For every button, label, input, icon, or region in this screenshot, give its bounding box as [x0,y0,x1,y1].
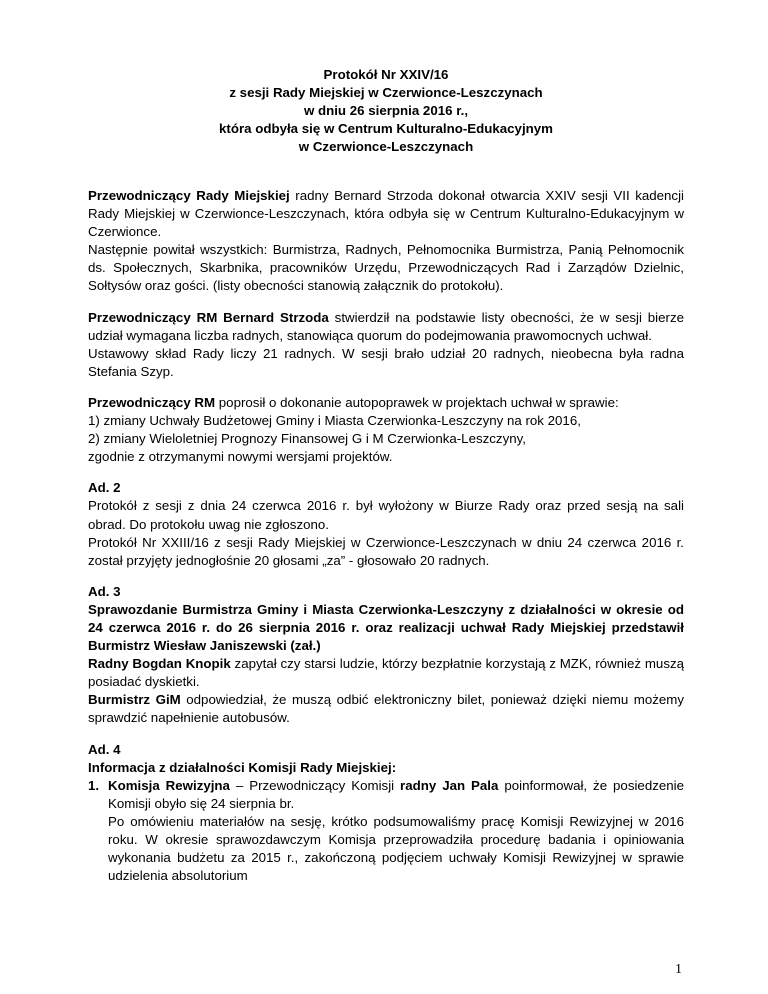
page-number: 1 [675,962,682,977]
ad2-text-1: Protokół z sesji z dnia 24 czerwca 2016 r. był wyłożony w Biurze Rady oraz przed sesją na sali obrad. Do protokołu uwag nie zgłoszono. [88,498,684,532]
ad3-answer-text: odpowiedział, że muszą odbić elektroniczny bilet, ponieważ dzięki niemu możemy sprawdzić napełnienie autobusów. [88,692,684,726]
title-line-2: z sesji Rady Miejskiej w Czerwionce-Leszczynach [229,85,543,100]
composition-text: Ustawowy skład Rady liczy 21 radnych. W sesji brało udział 20 radnych, nieobecna była radna Stefania Szyp. [88,345,684,379]
section-ad3 [88,583,684,728]
committee-text-2: poinformował, że posiedzenie Komisji obyło się 24 sierpnia br. [108,777,685,811]
paragraph-greeting [88,241,684,295]
amendment-item-1: 1) zmiany Uchwały Budżetowej Gminy i Miasta Czerwionka-Leszczyny na rok 2016, [88,413,581,429]
speaker-chairman-3: Przewodniczący RM [88,394,216,410]
committee-chair: radny Jan Pala [400,777,499,793]
title-line-3: w dniu 26 sierpnia 2016 r., [303,103,469,118]
paragraph-quorum [88,309,684,345]
committee-name: Komisja Rewizyjna [108,777,230,793]
speaker-chairman-2: Przewodniczący RM Bernard Strzoda [88,309,329,325]
title-line-1: Protokół Nr XXIV/16 [323,67,449,82]
ad3-question-speaker: Radny Bogdan Knopik [88,656,231,672]
title-line-5: w Czerwionce-Leszczynach [298,139,474,154]
amendments-tail: zgodnie z otrzymanymi nowymi wersjami projektów. [88,449,393,465]
ad4-heading: Ad. 4 [88,741,121,757]
ad3-report: Sprawozdanie Burmistrza Gminy i Miasta Czerwionka-Leszczyny z działalności w okresie od 24 czerwca 2016 r. do 26 sierpnia 2016 r. oraz realizacji uchwał Rady Miejskiej przedstawił Burmistrz Wiesław Janiszewski (zał.) [88,601,684,654]
committee-text-3: Po omówieniu materiałów na sesję, krótko podsumowaliśmy pracę Komisji Rewizyjnej w 2016 roku. W okresie sprawozdawczym Komisja przeprowadziła procedurę badania i opiniowania wykonania budżetu za 2015 r., zakończoną podjęciem uchwały Komisji Rewizyjnej w sprawie udzielenia absolutorium [108,813,684,884]
title-line-4: która odbyła się w Centrum Kulturalno-Edukacyjnym [219,121,553,136]
section-ad4 [88,741,684,886]
committee-text: – Przewodniczący Komisji [229,777,401,793]
ad3-heading: Ad. 3 [88,583,121,599]
ad3-answer-speaker: Burmistrz GiM [88,692,181,708]
greeting-text: Następnie powitał wszystkich: Burmistrza, Radnych, Pełnomocnika Burmistrza, Panią Pełnomocnik ds. Społecznych, Skarbnika, pracowników Urzędu, Przewodniczących Rad i Zarządów Dzielnic, Sołtysów oraz gości. (listy obecności stanowią załącznik do protokołu). [88,242,684,294]
ad4-subheading: Informacja z działalności Komisji Rady Miejskiej: [88,759,397,775]
amendments-text: poprosił o dokonanie autopoprawek w projektach uchwał w sprawie: [215,394,619,410]
speaker-chairman: Przewodniczący Rady Miejskiej [88,188,290,203]
paragraph-opening [88,187,684,241]
protocol-title [88,66,684,156]
opening-text: radny Bernard Strzoda dokonał otwarcia XXIV sesji VII kadencji Rady Miejskiej w Czerwionce-Leszczynach, która odbyła się w Centrum Kulturalno-Edukacyjnym w Czerwionce. [88,188,684,240]
quorum-text: stwierdził na podstawie listy obecności, że w sesji bierze udział wymagana liczba radnych, stanowiąca quorum do podejmowania prawomocnych uchwał. [88,309,684,343]
list-item-number: 1. [88,777,100,793]
list-item [88,777,684,886]
amendment-item-2: 2) zmiany Wieloletniej Prognozy Finansowej G i M Czerwionka-Leszczyny, [88,431,526,447]
ad2-text-2: Protokół Nr XXIII/16 z sesji Rady Miejskiej w Czerwionce-Leszczynach w dniu 24 czerwca 2016 r. został przyjęty jednogłośnie 20 głosami „za” - głosowało 20 radnych. [88,534,684,568]
paragraph-composition [88,345,684,381]
document-page [88,66,684,885]
section-ad2 [88,479,684,569]
paragraph-amendments [88,394,684,466]
ad2-heading: Ad. 2 [88,480,121,496]
ad3-question-text: zapytał czy starsi ludzie, którzy bezpłatnie korzystają z MZK, również muszą posiadać dyskietki. [88,656,685,690]
